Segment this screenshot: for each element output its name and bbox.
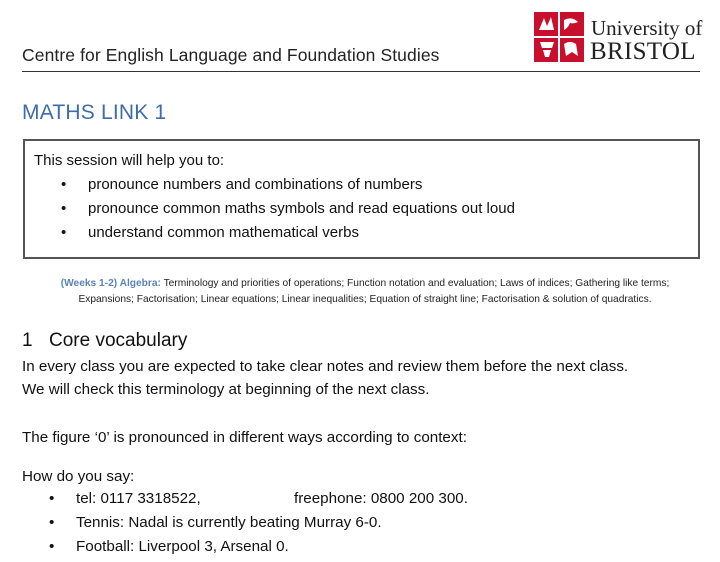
paragraph-check: We will check this terminology at beginning of the next class. <box>22 381 430 398</box>
bullet: • <box>61 224 67 241</box>
page-title: MATHS LINK 1 <box>22 101 167 124</box>
university-crest-icon <box>534 12 584 62</box>
logo-text-bristol: BRISTOL <box>590 38 696 65</box>
question-prompt: How do you say: <box>22 468 135 485</box>
header-rule <box>22 71 700 72</box>
bullet: • <box>49 538 55 555</box>
paragraph-zero: The figure ‘0’ is pronounced in different ways according to context: <box>22 429 467 446</box>
objective-text: pronounce common maths symbols and read equations out loud <box>88 200 515 217</box>
weeks-topics-line2: Expansions; Factorisation; Linear equations; Linear inequalities; Equation of straight line; Factorisation & solution of quadratics. <box>78 294 652 305</box>
weeks-label: (Weeks 1-2) Algebra: <box>60 278 161 289</box>
university-logo <box>534 12 704 64</box>
question-text: Football: Liverpool 3, Arsenal 0. <box>76 538 289 555</box>
question-text: Tennis: Nadal is currently beating Murray 6-0. <box>76 514 382 531</box>
bullet: • <box>49 490 55 507</box>
bullet: • <box>49 514 55 531</box>
objectives-intro: This session will help you to: <box>34 152 225 169</box>
section-heading <box>22 330 187 352</box>
logo-text-university: University of <box>591 16 703 40</box>
question-extra: freephone: 0800 200 300. <box>294 490 468 507</box>
bullet: • <box>61 200 67 217</box>
bullet: • <box>61 176 67 193</box>
objective-text: pronounce numbers and combinations of numbers <box>88 176 423 193</box>
paragraph-notes: In every class you are expected to take clear notes and review them before the next class. <box>22 358 629 375</box>
weeks-topics <box>35 276 695 308</box>
section-title: Core vocabulary <box>49 330 188 351</box>
section-number: 1 <box>22 330 33 351</box>
question-text: tel: 0117 3318522, <box>76 490 201 507</box>
objective-text: understand common mathematical verbs <box>88 224 359 241</box>
centre-name: Centre for English Language and Foundation Studies <box>22 45 440 65</box>
weeks-topics-line1: Terminology and priorities of operations; Function notation and evaluation; Laws of indices; Gathering like terms; <box>160 278 670 289</box>
